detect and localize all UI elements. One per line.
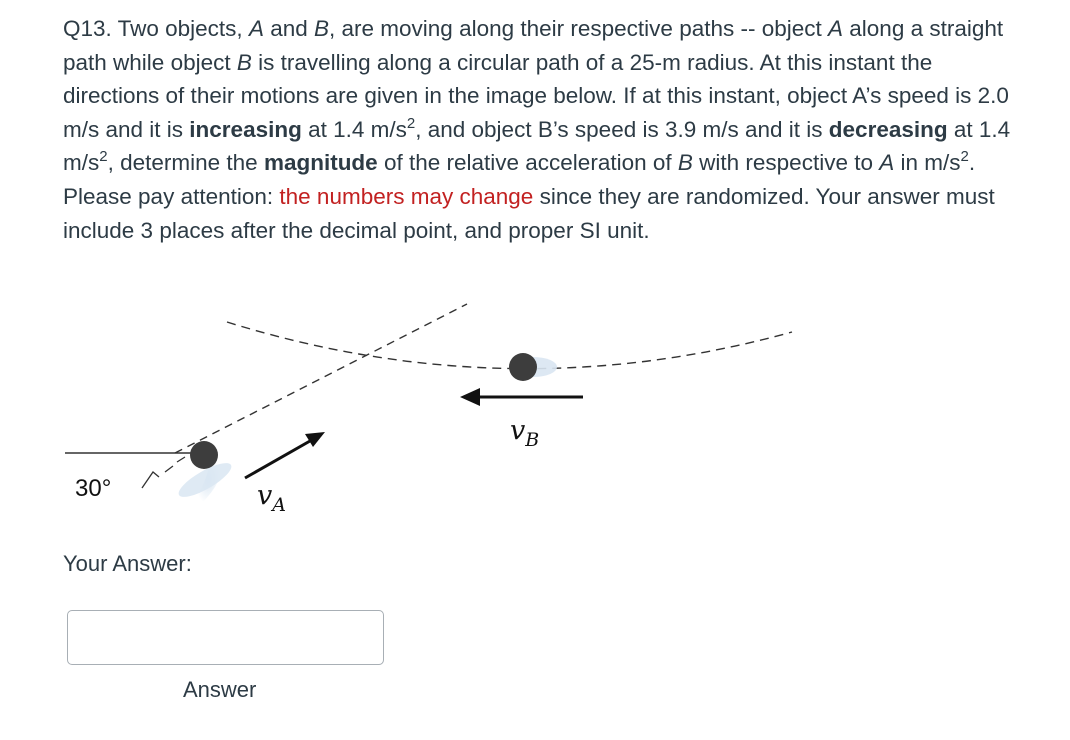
emphasis-decreasing: decreasing xyxy=(828,116,948,142)
straight-path-a xyxy=(175,304,467,453)
angle-dash xyxy=(165,457,185,472)
symbol-b: B xyxy=(314,16,330,41)
answer-input[interactable] xyxy=(67,610,384,665)
angle-label: 30° xyxy=(75,475,112,502)
your-answer-label: Your Answer: xyxy=(63,551,192,576)
motion-diagram xyxy=(55,290,815,530)
symbol-a: A xyxy=(248,16,264,41)
randomized-warning: the numbers may change xyxy=(279,183,534,209)
object-b xyxy=(509,353,537,381)
velocity-label-b: $v_B$ xyxy=(510,415,540,451)
symbol-b: B xyxy=(236,49,252,75)
velocity-arrow-a-head xyxy=(305,432,325,447)
question-text: Q13. Two objects, A and B, are moving along their respective paths -- object A along a straight path while object B is travelling along a circular path of a 25-m radius. At this instant the directions of their motions are given in the image below. If at this instant, object A’s speed is 2.0 m/s and it is increasing at 1.4 $m/s^2$, and object B’s speed is 3.9 m/s and it is decreasing at 1.4 $m/s^2$, determine the magnitude of the relative acceleration of B with respective to A in $m/s^2$. Please pay attention: the numbers may change since they are randomized. Your answer must include 3 places after the decimal point, and proper SI unit. xyxy=(63,16,1011,243)
velocity-arrow-a xyxy=(245,437,317,478)
question-number: Q13. xyxy=(63,16,112,41)
object-a xyxy=(190,441,218,469)
emphasis-magnitude: magnitude xyxy=(263,150,378,176)
velocity-arrow-b-head xyxy=(460,388,480,406)
emphasis-increasing: increasing xyxy=(189,116,302,142)
motion-diagram-svg xyxy=(55,290,815,530)
symbol-a: A xyxy=(828,16,844,41)
circular-path-b xyxy=(227,322,792,369)
symbol-b: B xyxy=(677,150,693,176)
angle-arc xyxy=(142,472,159,488)
answer-caption: Answer xyxy=(183,677,257,702)
velocity-label-a: $v_A$ xyxy=(257,480,286,516)
symbol-a: A xyxy=(879,150,895,176)
